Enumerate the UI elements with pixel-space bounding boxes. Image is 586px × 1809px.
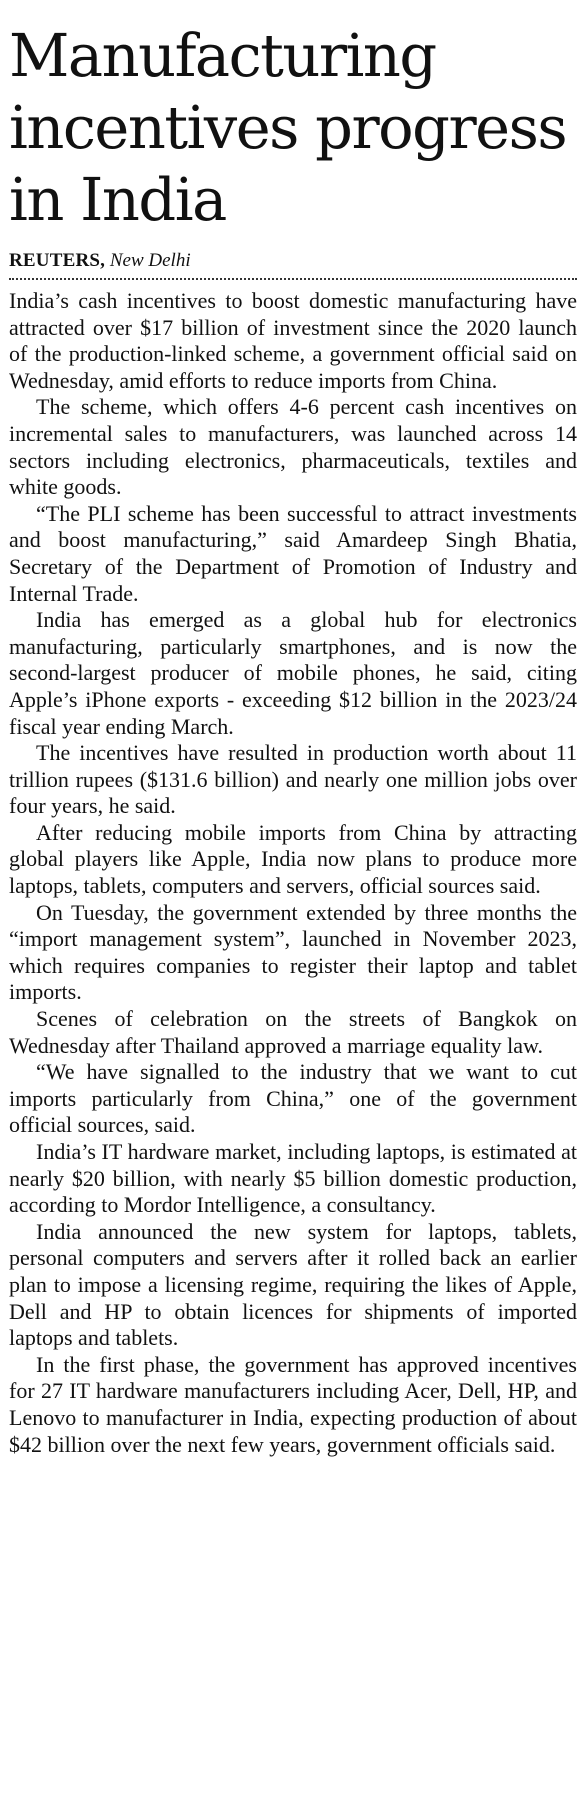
- byline-agency: REUTERS,: [9, 250, 106, 271]
- article-paragraph: “The PLI scheme has been successful to attract investments and boost manufacturing,” said Amardeep Singh Bhatia, Secretary of the Department of Promotion of Industry and Internal Trade.: [9, 500, 577, 606]
- article-body: [9, 288, 577, 1458]
- article-paragraph: The incentives have resulted in production worth about 11 trillion rupees ($131.6 billion) and nearly one million jobs over four years, he said.: [9, 740, 577, 819]
- article-paragraph: On Tuesday, the government extended by three months the “import management system”, launched in November 2023, which requires companies to register their laptop and tablet imports.: [9, 899, 577, 1005]
- article-paragraph: India announced the new system for laptops, tablets, personal computers and servers after it rolled back an earlier plan to impose a licensing regime, requiring the likes of Apple, Dell and HP to obtain licences for shipments of imported laptops and tablets.: [9, 1218, 577, 1351]
- article-paragraph: After reducing mobile imports from China by attracting global players like Apple, India now plans to produce more laptops, tablets, computers and servers, official sources said.: [9, 819, 577, 899]
- article-paragraph: India has emerged as a global hub for electronics manufacturing, particularly smartphones, and is now the second-largest producer of mobile phones, he said, citing Apple’s iPhone exports - exceeding $12 billion in the 2023/24 fiscal year ending March.: [9, 607, 577, 739]
- news-article: [9, 0, 577, 1458]
- byline: [9, 250, 577, 280]
- article-paragraph: Scenes of celebration on the streets of Bangkok on Wednesday after Thailand approved a marriage equality law.: [9, 1006, 577, 1058]
- article-paragraph: India’s cash incentives to boost domestic manufacturing have attracted over $17 billion of investment since the 2020 launch of the production-linked scheme, a government official said on Wednesday, amid efforts to reduce imports from China.: [9, 288, 577, 393]
- byline-location: New Delhi: [109, 250, 191, 271]
- article-paragraph: “We have signalled to the industry that we want to cut imports particularly from China,” one of the government official sources, said.: [9, 1059, 577, 1138]
- article-paragraph: In the first phase, the government has approved incentives for 27 IT hardware manufacturers including Acer, Dell, HP, and Lenovo to manufacturer in India, expecting production of about $42 billion over the next few years, government officials said.: [9, 1351, 577, 1457]
- headline: Manufacturing incentives progress in India: [9, 21, 567, 234]
- article-paragraph: India’s IT hardware market, including laptops, is estimated at nearly $20 billion, with nearly $5 billion domestic production, according to Mordor Intelligence, a consultancy.: [9, 1139, 577, 1218]
- article-paragraph: The scheme, which offers 4-6 percent cash incentives on incremental sales to manufacturers, was launched across 14 sectors including electronics, pharmaceuticals, textiles and white goods.: [9, 394, 577, 500]
